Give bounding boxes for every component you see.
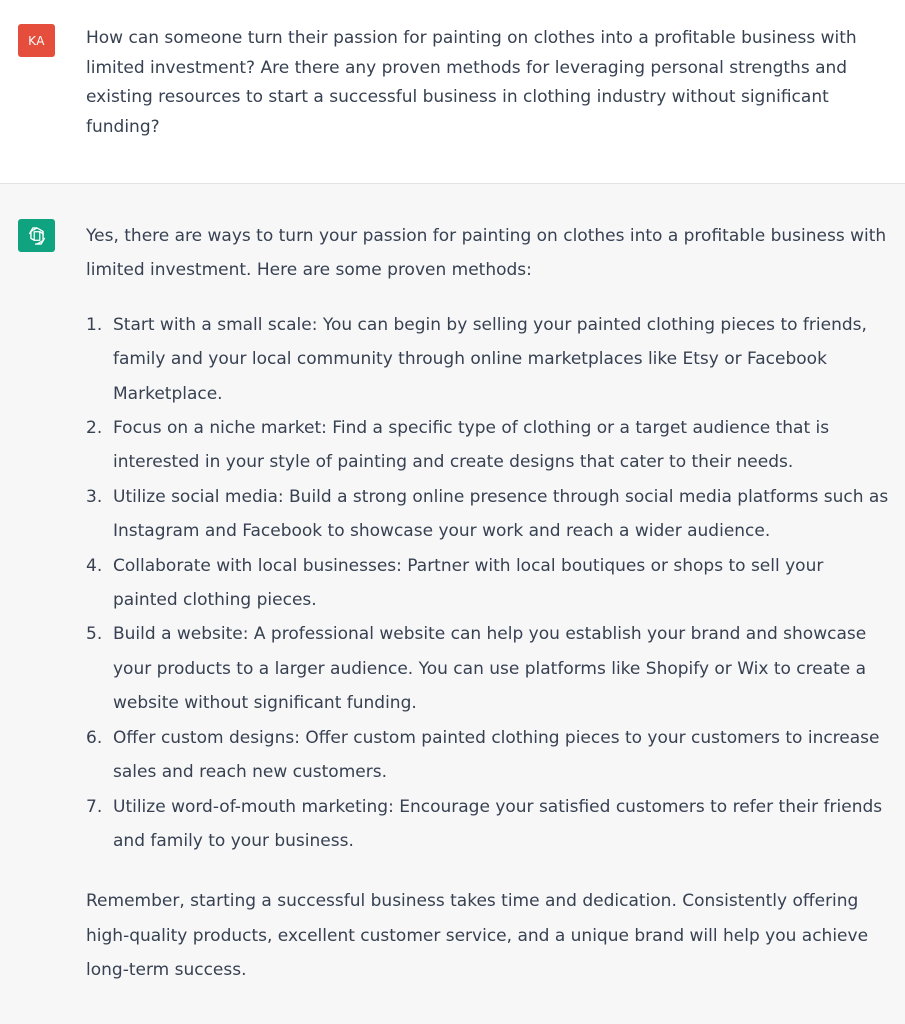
list-item — [86, 480, 891, 549]
assistant-intro: Yes, there are ways to turn your passion for painting on clothes into a profitable business with limited investment. Here are some proven methods: — [86, 226, 887, 281]
methods-list — [86, 308, 891, 859]
list-item-text: Utilize word-of-mouth marketing: Encourage your satisfied customers to refer their friends and family to your business. — [113, 796, 883, 851]
list-item-number: 5. — [86, 624, 103, 645]
user-message — [0, 0, 905, 184]
list-item — [86, 617, 891, 720]
list-item — [86, 308, 891, 411]
list-item-number: 3. — [86, 486, 103, 507]
list-item-text: Build a website: A professional website can help you establish your brand and showcase your products to a larger audience. You can use platforms like Shopify or Wix to create a website without significant funding. — [113, 624, 867, 714]
list-item — [86, 549, 891, 618]
list-item-number: 6. — [86, 727, 103, 748]
assistant-message — [0, 184, 905, 1024]
list-item-number: 1. — [86, 314, 103, 335]
list-item — [86, 790, 891, 859]
list-item-text: Utilize social media: Build a strong online presence through social media platforms such as Instagram and Facebook to showcase your work and reach a wider audience. — [113, 486, 889, 542]
user-message-text: How can someone turn their passion for painting on clothes into a profitable business with limited investment? Are there any proven methods for leveraging personal strengths and existing resources to start a successful business in clothing industry without significant funding? — [86, 28, 857, 137]
list-item-number: 7. — [86, 796, 103, 817]
list-item-text: Collaborate with local businesses: Partner with local boutiques or shops to sell your painted clothing pieces. — [113, 555, 824, 611]
list-item-text: Offer custom designs: Offer custom painted clothing pieces to your customers to increase sales and reach new customers. — [113, 727, 880, 783]
list-item-text: Start with a small scale: You can begin by selling your painted clothing pieces to friends, family and your local community through online marketplaces like Etsy or Facebook Marketplace. — [113, 314, 867, 404]
list-item-number: 4. — [86, 555, 103, 576]
assistant-closing: Remember, starting a successful business takes time and dedication. Consistently offering high-quality products, excellent customer service, and a unique brand will help you achieve long-term success. — [86, 891, 869, 981]
list-item-text: Focus on a niche market: Find a specific type of clothing or a target audience that is interested in your style of painting and create designs that cater to their needs. — [113, 418, 830, 473]
list-item — [86, 721, 891, 790]
list-item — [86, 411, 891, 480]
user-avatar: KA — [18, 24, 55, 57]
assistant-message-content — [86, 219, 891, 988]
openai-logo-icon — [18, 219, 55, 252]
list-item-number: 2. — [86, 418, 103, 439]
